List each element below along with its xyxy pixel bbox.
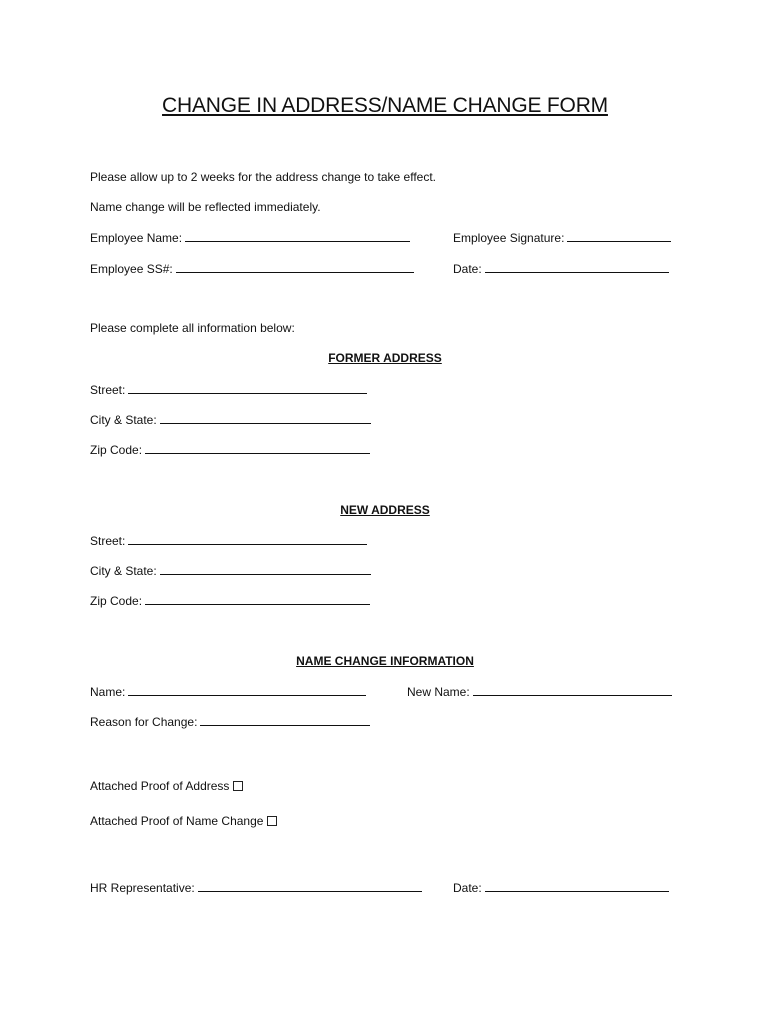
employee-name-blank[interactable] xyxy=(185,229,410,242)
new-address-heading: NEW ADDRESS xyxy=(340,503,430,517)
new-name-field[interactable] xyxy=(407,683,672,700)
instructions-text: Please complete all information below: xyxy=(90,321,295,335)
employee-date-blank[interactable] xyxy=(485,260,669,273)
new-name-blank[interactable] xyxy=(473,683,672,696)
old-name-field[interactable] xyxy=(90,683,366,700)
new-street-blank[interactable] xyxy=(128,532,367,545)
former-street-field[interactable] xyxy=(90,381,367,398)
intro-line-1: Please allow up to 2 weeks for the address change to take effect. xyxy=(90,170,436,184)
former-zip-field[interactable] xyxy=(90,441,370,458)
proof-address-row xyxy=(90,778,243,794)
new-zip-label: Zip Code: xyxy=(90,594,143,608)
page-title: CHANGE IN ADDRESS/NAME CHANGE FORM xyxy=(162,94,608,117)
new-name-label: New Name: xyxy=(407,685,470,699)
new-zip-field[interactable] xyxy=(90,592,370,609)
former-street-label: Street: xyxy=(90,383,126,397)
reason-blank[interactable] xyxy=(200,713,370,726)
hr-rep-field[interactable] xyxy=(90,879,422,896)
former-city-state-blank[interactable] xyxy=(160,411,371,424)
employee-date-field[interactable] xyxy=(453,260,669,277)
new-city-state-field[interactable] xyxy=(90,562,371,579)
hr-date-field[interactable] xyxy=(453,879,669,896)
proof-name-row xyxy=(90,813,277,829)
new-street-label: Street: xyxy=(90,534,126,548)
intro-line-2: Name change will be reflected immediately. xyxy=(90,200,321,214)
proof-address-checkbox[interactable] xyxy=(233,781,243,791)
new-city-state-blank[interactable] xyxy=(160,562,371,575)
new-city-state-label: City & State: xyxy=(90,564,157,578)
employee-signature-field[interactable] xyxy=(453,229,671,246)
name-change-heading: NAME CHANGE INFORMATION xyxy=(296,654,474,668)
former-zip-blank[interactable] xyxy=(145,441,370,454)
employee-name-field[interactable] xyxy=(90,229,410,246)
employee-ss-field[interactable] xyxy=(90,260,414,277)
former-street-blank[interactable] xyxy=(128,381,367,394)
hr-date-label: Date: xyxy=(453,881,482,895)
hr-rep-blank[interactable] xyxy=(198,879,422,892)
former-zip-label: Zip Code: xyxy=(90,443,143,457)
old-name-blank[interactable] xyxy=(128,683,366,696)
employee-name-label: Employee Name: xyxy=(90,231,183,245)
new-zip-blank[interactable] xyxy=(145,592,370,605)
proof-address-label: Attached Proof of Address xyxy=(90,779,230,793)
former-city-state-label: City & State: xyxy=(90,413,157,427)
employee-ss-blank[interactable] xyxy=(176,260,414,273)
employee-date-label: Date: xyxy=(453,262,482,276)
hr-rep-label: HR Representative: xyxy=(90,881,195,895)
new-street-field[interactable] xyxy=(90,532,367,549)
former-city-state-field[interactable] xyxy=(90,411,371,428)
reason-label: Reason for Change: xyxy=(90,715,198,729)
reason-field[interactable] xyxy=(90,713,370,730)
employee-ss-label: Employee SS#: xyxy=(90,262,173,276)
old-name-label: Name: xyxy=(90,685,126,699)
former-address-heading: FORMER ADDRESS xyxy=(328,351,442,365)
employee-signature-label: Employee Signature: xyxy=(453,231,565,245)
proof-name-label: Attached Proof of Name Change xyxy=(90,814,264,828)
employee-signature-blank[interactable] xyxy=(567,229,671,242)
hr-date-blank[interactable] xyxy=(485,879,669,892)
proof-name-checkbox[interactable] xyxy=(267,816,277,826)
